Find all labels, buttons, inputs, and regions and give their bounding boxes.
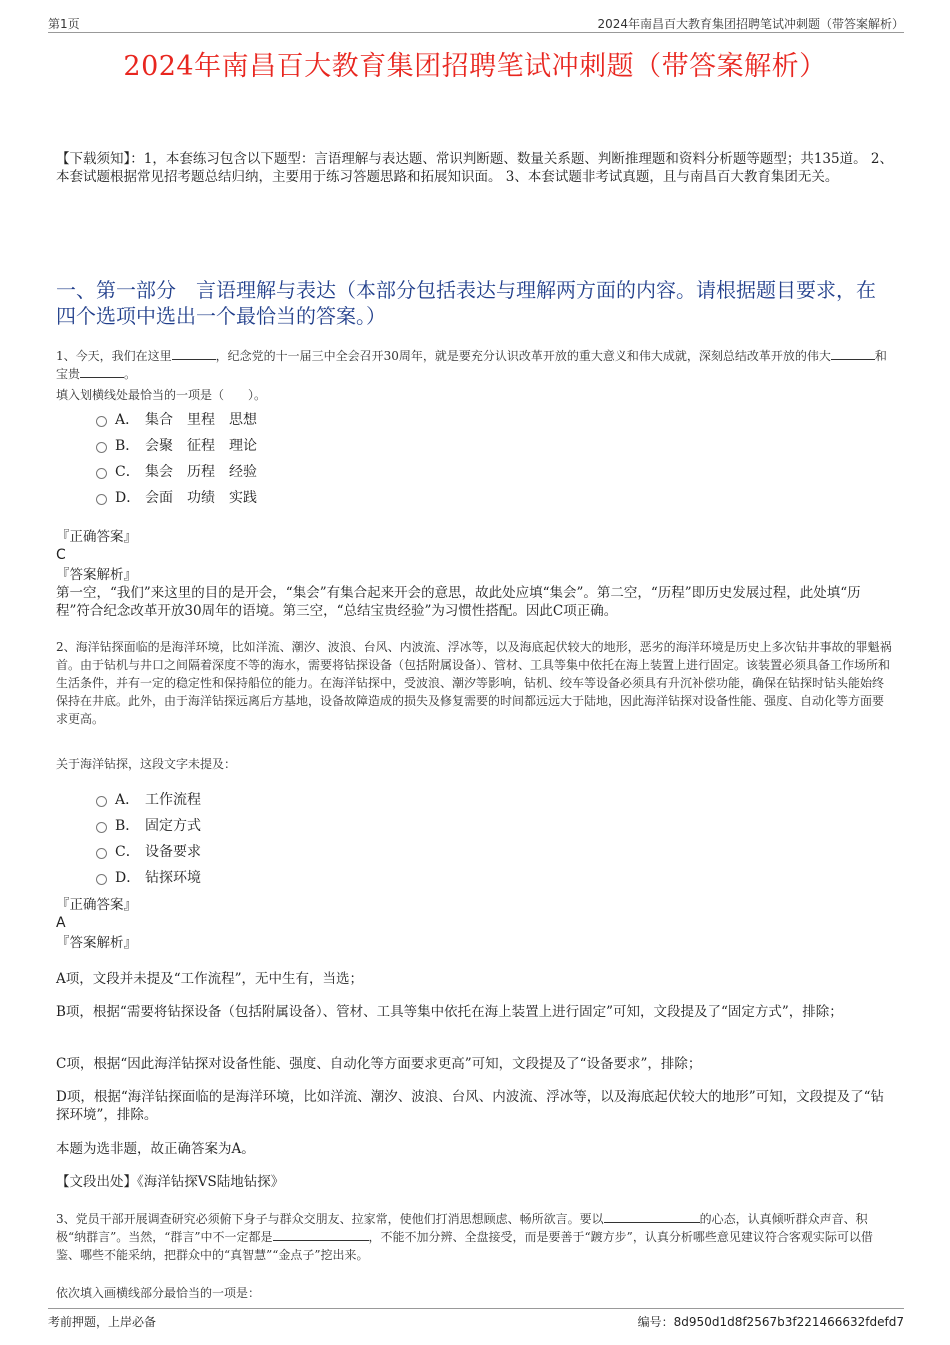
question-2-options: [96, 786, 201, 890]
question-2-stem: 2、海洋钻探面临的是海洋环境，比如洋流、潮汐、波浪、台风、内波流、浮冰等，以及海底起伏较大的地形，恶劣的海洋环境是历史上多次钻井事故的罪魁祸首。由于钻机与井口之间隔着深度不等的海水，需要将钻探设备（包括附属设备）、管材、工具等集中依托在海上装置上进行固定。该装置必须具备工作场所和生活条件，并有一定的稳定性和保持船位的能力。在海洋钻探中，受波浪、潮汐等影响，钻机、绞车等设备必须具有升沉补偿功能，确保在钻探时钻头能始终保持在井底。此外，由于海洋钻探远离后方基地，设备故障造成的损失及修复需要的时间都远远大于陆地，因此海洋钻探对设备性能、强度、自动化等方面要求更高。: [56, 640, 892, 726]
option-c[interactable]: C． 设备要求: [96, 838, 201, 864]
q1-text-1: 1、今天，我们在这里: [56, 349, 172, 363]
footer-slogan: 考前押题，上岸必备: [48, 1315, 157, 1329]
option-b[interactable]: B． 会聚 征程 理论: [96, 432, 257, 458]
option-a[interactable]: A． 工作流程: [96, 786, 201, 812]
document-title: 2024年南昌百大教育集团招聘笔试冲刺题（带答案解析）: [123, 51, 827, 82]
radio-icon[interactable]: [96, 494, 107, 505]
analysis-a: A项，文段并未提及“工作流程”，无中生有，当选；: [56, 971, 364, 987]
option-c[interactable]: C． 集会 历程 经验: [96, 458, 257, 484]
fill-blank: [80, 377, 124, 378]
analysis-c: C项，根据“因此海洋钻探对设备性能、强度、自动化等方面要求更高”可知，文段提及了“设备要求”，排除；: [56, 1056, 702, 1072]
question-2-answer: [56, 896, 894, 952]
q1-text-3: 和宝贵: [56, 349, 887, 381]
radio-icon[interactable]: [96, 416, 107, 427]
analysis-text: 第一空，“我们”来这里的目的是开会，“集会”有集合起来开会的意思，故此处应填“集会”。第二空，“历程”即历史发展过程，此处填“历程”符合纪念改革开放30周年的语境。第三空，“总结宝贵经验”为习惯性搭配。因此C项正确。: [56, 585, 861, 619]
question-3-prompt: 依次填入画横线部分最恰当的一项是：: [56, 1286, 261, 1300]
fill-blank: [172, 359, 216, 360]
header-doc-title: 2024年南昌百大教育集团招聘笔试冲刺题（带答案解析）: [597, 17, 904, 31]
question-1-options: [96, 406, 257, 510]
option-d[interactable]: D． 钻探环境: [96, 864, 201, 890]
page-footer: [48, 1308, 904, 1329]
page-number: 第1页: [48, 17, 80, 31]
q3-text-3: ，不能不加分辨、全盘接受，而是要善于“踱方步”，认真分析哪些意见建议符合客观实际可以借鉴、哪些不能采纳，把群众中的“真智慧”“金点子”挖出来。: [56, 1230, 873, 1262]
answer-value: A: [56, 915, 66, 931]
radio-icon[interactable]: [96, 822, 107, 833]
fill-blank: [604, 1222, 700, 1223]
question-2-prompt: 关于海洋钻探，这段文字未提及：: [56, 757, 237, 771]
section-heading: 一、第一部分 言语理解与表达（本部分包括表达与理解两方面的内容。请根据题目要求，在四个选项中选出一个最恰当的答案。）: [56, 278, 876, 328]
conclusion: 本题为选非题，故正确答案为A。: [56, 1141, 255, 1157]
question-1-prompt: 填入划横线处最恰当的一项是（ ）。: [56, 388, 267, 402]
fill-blank: [831, 359, 875, 360]
radio-icon[interactable]: [96, 468, 107, 479]
question-3-stem: [56, 1210, 894, 1264]
option-d[interactable]: D． 会面 功绩 实践: [96, 484, 257, 510]
radio-icon[interactable]: [96, 874, 107, 885]
q3-text-2: 的心态，认真倾听群众声音、积极“纳群言”。当然，“群言”中不一定都是: [56, 1212, 868, 1244]
analysis-d: D项，根据“海洋钻探面临的是海洋环境，比如洋流、潮汐、波浪、台风、内波流、浮冰等，以及海底起伏较大的地形”可知，文段提及了“钻探环境”，排除。: [56, 1089, 885, 1123]
analysis-label: 『答案解析』: [56, 567, 137, 583]
analysis-b: B项，根据“需要将钻探设备（包括附属设备）、管材、工具等集中依托在海上装置上进行固定”可知，文段提及了“固定方式”，排除；: [56, 1004, 843, 1020]
radio-icon[interactable]: [96, 848, 107, 859]
source: 【文段出处】《海洋钻探VS陆地钻探》: [56, 1174, 285, 1190]
fill-blank: [273, 1240, 369, 1241]
download-notice: 【下载须知】：1，本套练习包含以下题型：言语理解与表达题、常识判断题、数量关系题、判断推理题和资料分析题等题型；共135道。 2、本套试题根据常见招考题总结归纳，主要用于练习答题思路和拓展知识面。 3、本套试题非考试真题，且与南昌百大教育集团无关。: [56, 151, 893, 185]
page-header: [48, 14, 904, 33]
radio-icon[interactable]: [96, 796, 107, 807]
analysis-label: 『答案解析』: [56, 935, 137, 951]
answer-value: C: [56, 547, 66, 563]
q3-text-1: 3、党员干部开展调查研究必须俯下身子与群众交朋友、拉家常，使他们打消思想顾虑、畅所欲言。要以: [56, 1212, 604, 1226]
option-a[interactable]: A． 集合 里程 思想: [96, 406, 257, 432]
answer-label: 『正确答案』: [56, 529, 137, 545]
footer-serial: 编号：8d950d1d8f2567b3f221466632fdefd7: [637, 1315, 904, 1329]
question-1-answer: [56, 528, 894, 620]
q1-text-4: 。: [124, 367, 137, 381]
radio-icon[interactable]: [96, 442, 107, 453]
option-b[interactable]: B． 固定方式: [96, 812, 201, 838]
q1-text-2: ，纪念党的十一届三中全会召开30周年，就是要充分认识改革开放的重大意义和伟大成就，深刻总结改革开放的伟大: [215, 349, 831, 363]
question-1-stem: [56, 347, 894, 383]
answer-label: 『正确答案』: [56, 897, 137, 913]
